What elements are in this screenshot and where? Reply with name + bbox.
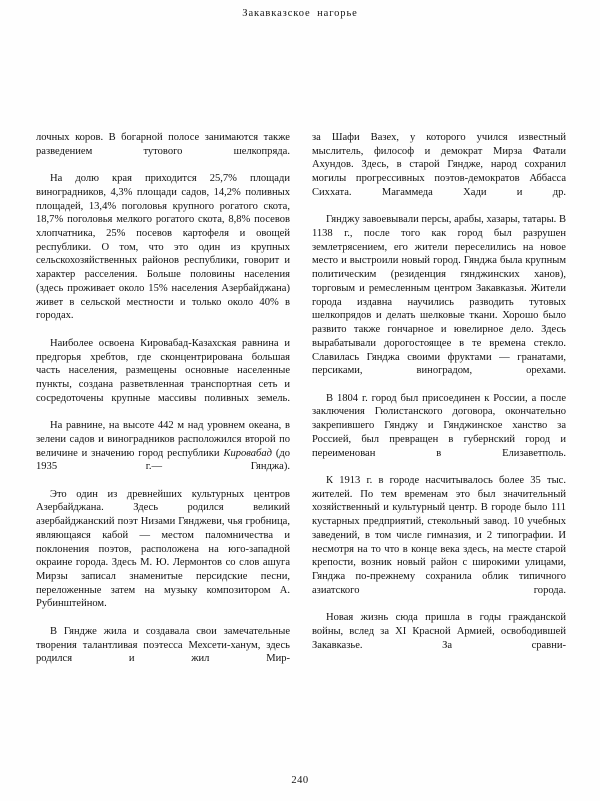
paragraph: К 1913 г. в городе насчитывалось более 35 тыс. жителей. По тем временам это был значительный хозяйственный и культурный центр. В городе было 111 кустарных предприятий, стекольный завод. 10 учебных заведений, в том числе гимназия, и 2 типографии. И несмотря на то что в конце века здесь, на месте старой крепости, возник новый район с широкими улицами, Гянджа по-прежнему сохранила облик типичного азиатского города. xyxy=(312,474,566,596)
right-column xyxy=(312,131,566,680)
city-name-italic: Кировабад xyxy=(223,447,272,459)
page-number: 240 xyxy=(291,775,309,786)
paragraph: В 1804 г. город был присоединен к России, а после заключения Гюлистанского договора, окончательно закрепившего Гянджу и Гянджинское ханство за Россией, был превращен в губернский город и переименован в Елизаветполь. xyxy=(312,392,566,459)
paragraph-text-before-italic: На равнине, на высоте 442 м над уровнем океана, в зелени садов и виноградников расположился второй по величине и значению город республики xyxy=(36,420,290,459)
paragraph: На долю края приходится 25,7% площади виноградников, 4,3% площади садов, 14,2% поливных площадей, 13,4% поголовья крупного рогатого скота, 18,7% поголовья мелкого рогатого скота, 8,8% посевов хлопчатника, 25% посевов картофеля и овощей республики. О том, что это один из крупных сельскохозяйственных районов республики, говорит и характер расселения. Больше половины населения (здесь проживает около 15% населения Азербайджана) живет в сельской местности и только около 40% в городах. xyxy=(36,173,290,322)
body-columns xyxy=(36,131,566,680)
running-head: Закавказское нагорье xyxy=(242,8,358,19)
paragraph: лочных коров. В богарной полосе занимаются также разведением тутового шелкопряда. xyxy=(36,132,290,157)
left-column xyxy=(36,131,290,680)
paragraph: Наиболее освоена Кировабад-Казахская равнина и предгорья хребтов, где сконцентрирована большая часть населения, размещены основные населенные пункты, создана разветвленная транспортная сеть и сосредоточены крупные массивы поливных земель. xyxy=(36,337,290,404)
paragraph-with-italic xyxy=(36,419,290,488)
paragraph: за Шафи Вазех, у которого учился известный мыслитель, философ и демократ Мирза Фатали Ахундов. Здесь, в старой Гяндже, народ сохранил могилы прогрессивных поэтов-демократов Аббасса Сиххата. Магаммеда Хади и др. xyxy=(312,132,566,198)
paragraph: Новая жизнь сюда пришла в годы гражданской войны, вслед за XI Красной Армией, освободившей Закавказье. За сравни- xyxy=(312,612,566,651)
paragraph-text-after-italic: (до 1935 г.— Гянджа). xyxy=(36,447,290,473)
paragraph: Гянджу завоевывали персы, арабы, хазары, татары. В 1138 г., после того как город был разрушен землетрясением, его жители переселились на новое место и выстроили новый город. Гянджа была крупным политическим (резиденция гянджинских ханов), торговым и ремесленным центром Закавказья. Жители города издавна научились разводить тутовых шелкопрядов и делать шелковые ткани. Хорошо было развито также гончарное и ювелирное дело. Здесь вырабатывали дорогостоящее в те времена стекло. Славилась Гянджа своими фруктами — гранатами, персиками, виноградом, орехами. xyxy=(312,214,566,377)
paragraph: Это один из древнейших культурных центров Азербайджана. Здесь родился великий азербайджанский поэт Низами Гянджеви, чья гробница, являющаяся кабой — местом паломничества и поклонения поэтов, расположена на юго-западной окраине города. Здесь М. Ю. Лермонтов со слов ашуга Мирзы записал знаменитые персидские песни, переложенные затем на музыку композитором А. Рубинштейном. xyxy=(36,488,290,610)
paragraph: В Гяндже жила и создавала свои замечательные творения талантливая поэтесса Мехсети-ханум, здесь родился и жил Мир- xyxy=(36,625,290,665)
